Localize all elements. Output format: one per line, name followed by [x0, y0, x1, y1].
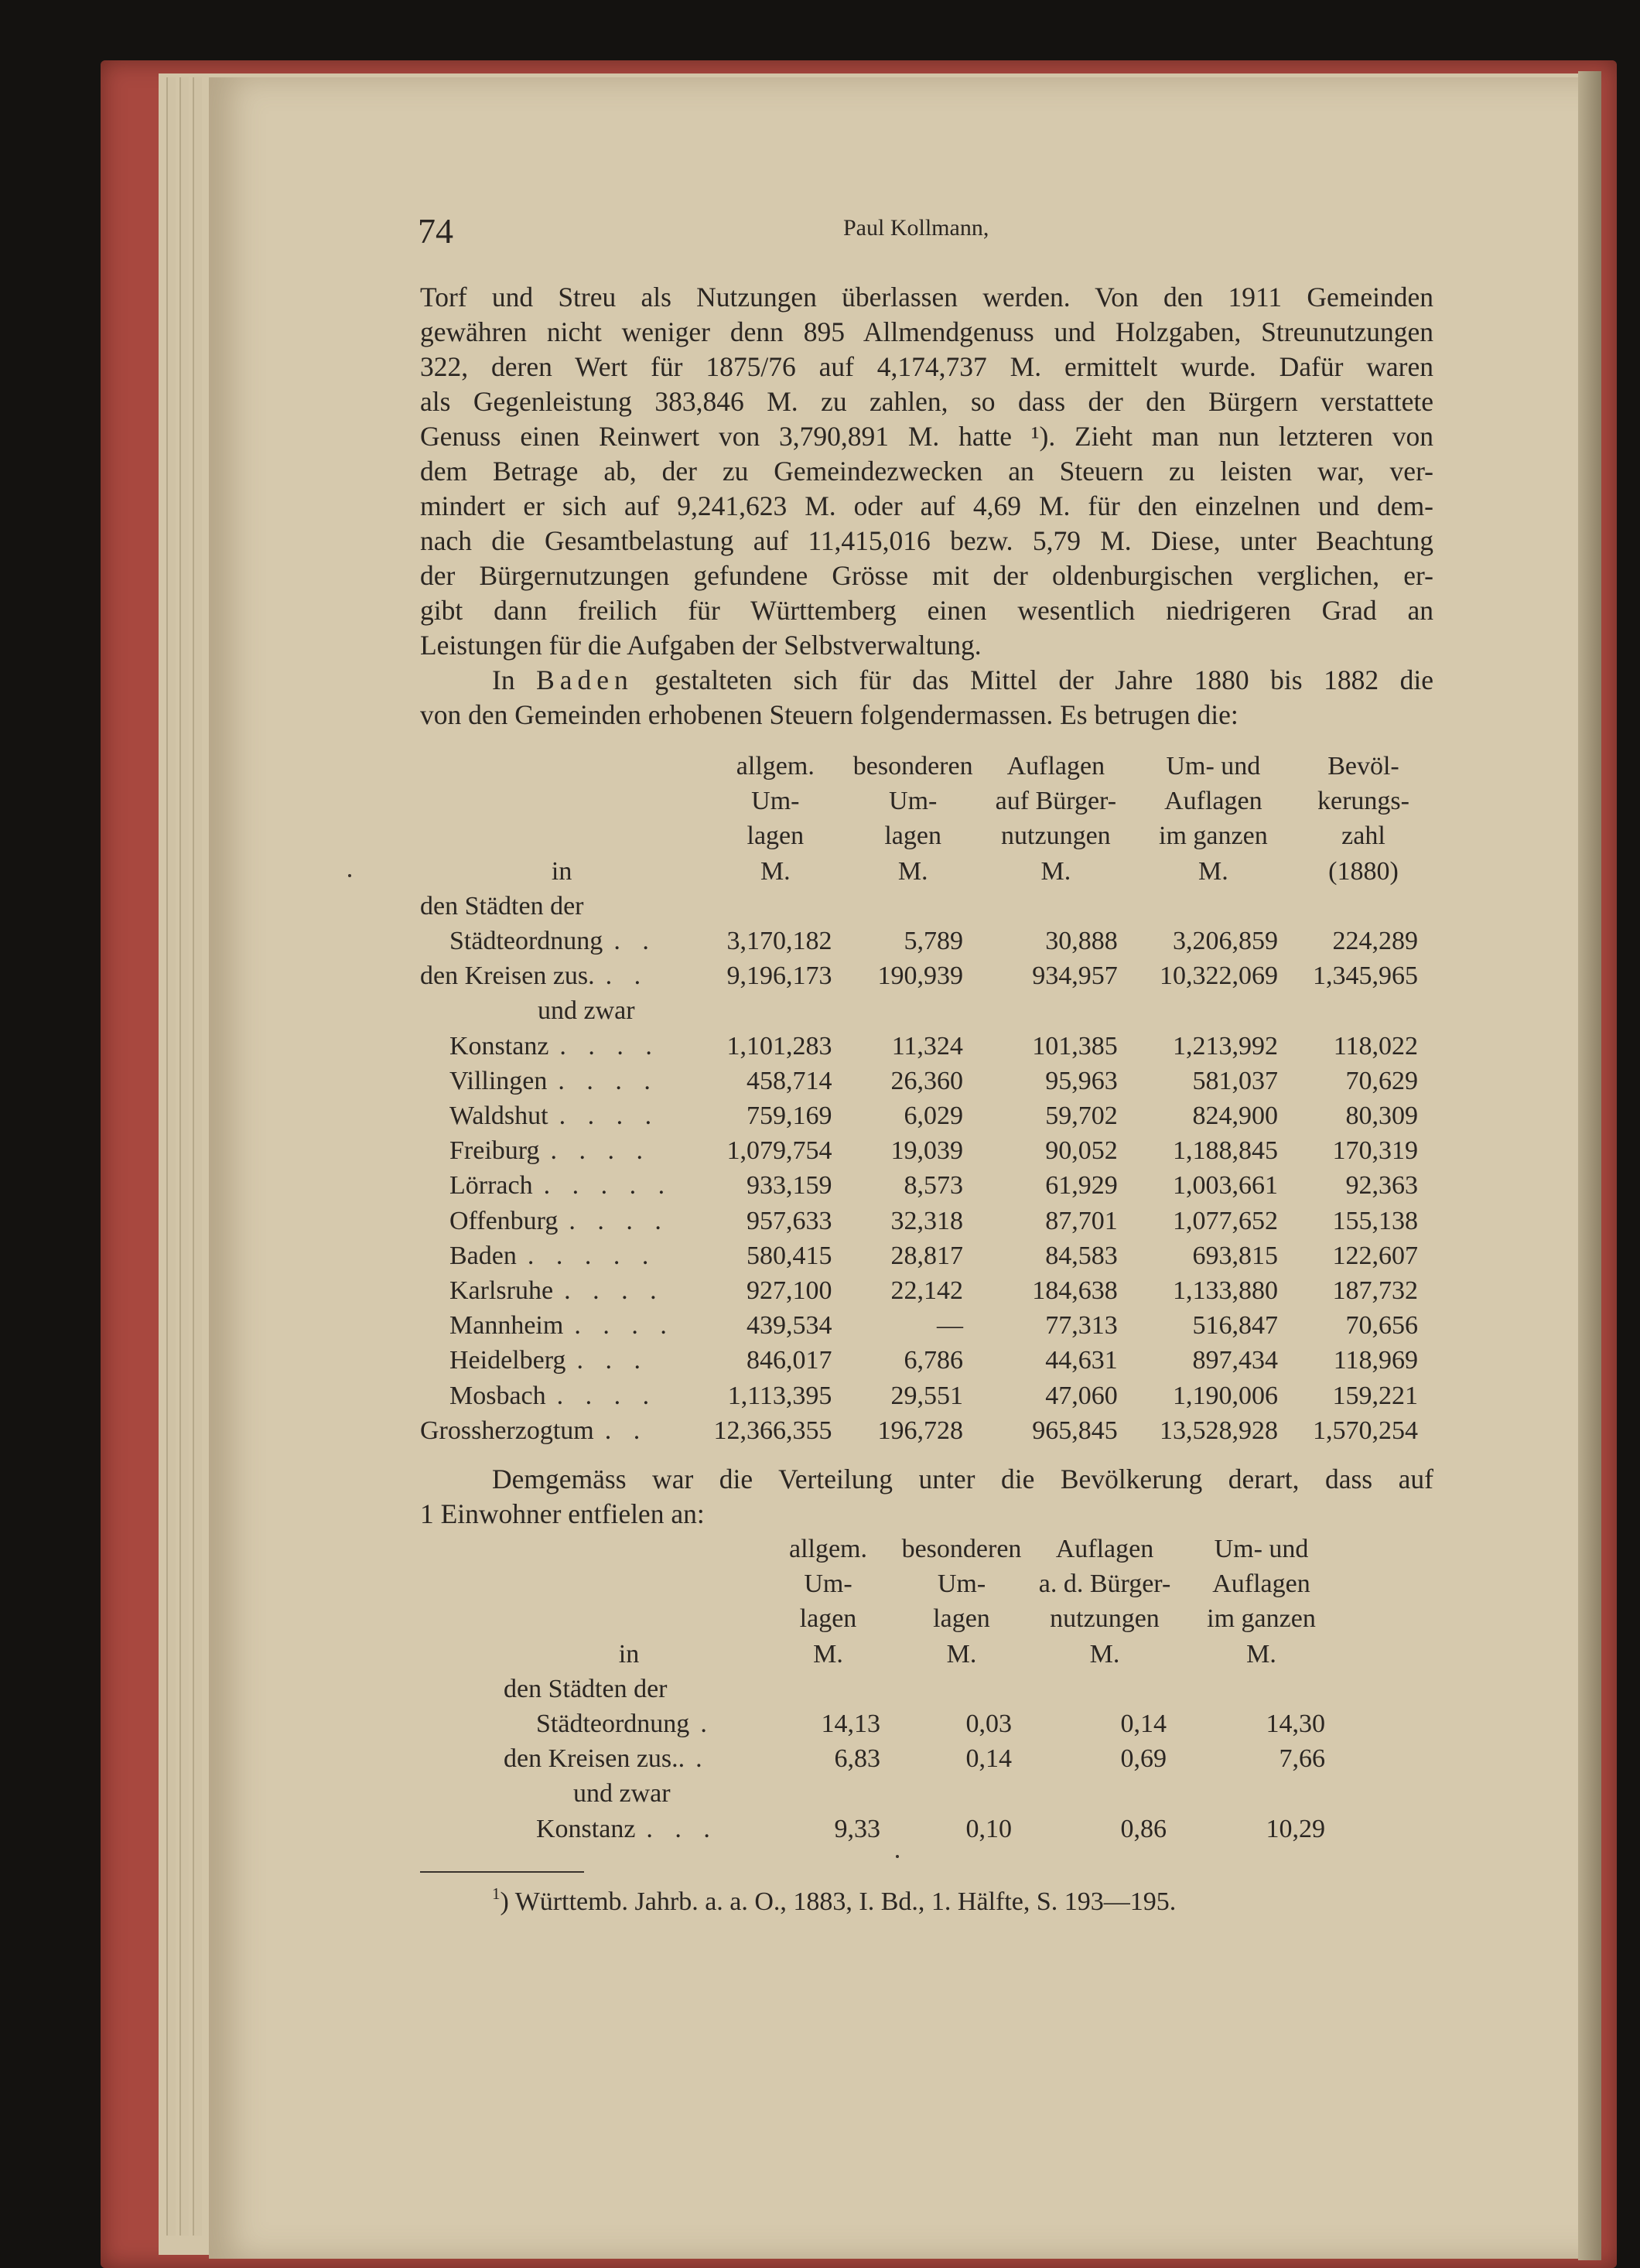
- column-header: lagen: [933, 1604, 990, 1634]
- value-cell: 14,13: [821, 1710, 880, 1739]
- leader-dots: . . . .: [574, 1311, 675, 1341]
- paragraph-3: [420, 1462, 1433, 1532]
- header-row: [420, 784, 1433, 818]
- value-cell: 6,83: [834, 1744, 880, 1774]
- value-cell: 1,570,254: [1313, 1416, 1418, 1445]
- column-header: Auflagen: [1212, 1569, 1310, 1599]
- column-header: im ganzen: [1207, 1604, 1316, 1634]
- value-cell: 29,551: [890, 1381, 963, 1410]
- value-cell: 70,629: [1345, 1066, 1418, 1095]
- column-header: Um- und: [1214, 1535, 1309, 1563]
- column-header: Um- und: [1166, 752, 1261, 780]
- row-label-cell: [420, 1378, 703, 1413]
- header-row: [497, 1601, 1341, 1636]
- value-cell: 0,10: [965, 1814, 1012, 1843]
- row-label: Baden: [449, 1241, 517, 1270]
- value-cell: [896, 1776, 1027, 1811]
- header-row: [497, 1637, 1341, 1672]
- column-header: zahl: [1341, 821, 1385, 851]
- value-cell: 0,14: [965, 1744, 1012, 1774]
- value-cell: 458,714: [746, 1066, 832, 1095]
- column-header: Um-: [751, 787, 800, 816]
- paragraph-1-line: gibt dann freilich für Württemberg einen wesentlich niedrigeren Grad an: [420, 595, 1433, 626]
- value-cell: 184,638: [1032, 1276, 1118, 1306]
- leader-dots: . .: [604, 1416, 648, 1445]
- paragraph-3-line: 1 Einwohner entfielen an:: [420, 1498, 705, 1529]
- column-header: M.: [946, 1639, 977, 1669]
- value-cell: 32,318: [890, 1206, 963, 1235]
- column-header: kerungs-: [1317, 787, 1409, 816]
- row-header-label: in: [551, 856, 572, 886]
- page-edge: [166, 77, 176, 2236]
- value-cell: [847, 889, 979, 924]
- column-header: M.: [813, 1639, 843, 1669]
- column-header: M.: [1040, 856, 1071, 886]
- leader-dots: . . .: [646, 1814, 718, 1843]
- value-cell: 70,656: [1345, 1311, 1418, 1341]
- value-cell: 95,963: [1045, 1066, 1118, 1095]
- row-label-cell: [420, 1064, 703, 1098]
- leader-dots: .: [700, 1710, 715, 1739]
- value-cell: 19,039: [890, 1136, 963, 1166]
- value-cell: 1,188,845: [1172, 1136, 1278, 1166]
- value-cell: [703, 993, 847, 1028]
- value-cell: 1,213,992: [1172, 1031, 1278, 1061]
- leader-dots: . . . . .: [543, 1171, 673, 1201]
- leader-dots: . . .: [576, 1346, 648, 1375]
- value-cell: 118,022: [1333, 1031, 1418, 1061]
- value-cell: 187,732: [1332, 1276, 1418, 1306]
- leader-dots: . .: [605, 962, 649, 991]
- row-label: und zwar: [573, 1779, 671, 1809]
- table-row: [497, 1776, 1341, 1811]
- leader-dots: . . . .: [569, 1206, 669, 1235]
- value-cell: 10,322,069: [1159, 962, 1278, 991]
- table-row: [420, 993, 1433, 1028]
- book-gutter: [1578, 71, 1601, 2260]
- column-header: nutzungen: [1050, 1604, 1160, 1634]
- paragraph-1-line: Torf und Streu als Nutzungen überlassen werden. Von den 1911 Gemeinden: [420, 282, 1433, 313]
- value-cell: [1182, 1776, 1341, 1811]
- column-header: Um-: [937, 1569, 986, 1599]
- row-label-cell: [420, 924, 703, 958]
- table-row: [420, 1133, 1433, 1168]
- value-cell: 1,077,652: [1172, 1206, 1278, 1235]
- value-cell: [1133, 889, 1293, 924]
- page-edge: [179, 77, 189, 2236]
- row-header-label: [420, 818, 703, 853]
- value-cell: 1,345,965: [1313, 962, 1418, 991]
- value-cell: 439,534: [746, 1311, 832, 1341]
- value-cell: 1,079,754: [726, 1136, 832, 1166]
- paragraph-1-line: 322, deren Wert für 1875/76 auf 4,174,737 M. ermittelt wurde. Dafür waren: [420, 351, 1433, 382]
- value-cell: 170,319: [1332, 1136, 1418, 1166]
- row-label-cell: [420, 1098, 703, 1133]
- paragraph-1-line: gewähren nicht weniger denn 895 Allmendgenuss und Holzgaben, Streunutzungen: [420, 316, 1433, 347]
- running-title: Paul Kollmann,: [843, 215, 989, 241]
- paragraph-1-line: nach die Gesamtbelastung auf 11,415,016 bezw. 5,79 M. Diese, unter Beachtung: [420, 525, 1433, 556]
- column-header: M.: [897, 856, 928, 886]
- column-header: lagen: [747, 821, 805, 851]
- paragraph-2: [420, 663, 1433, 733]
- paragraph-2-line-1-rest: gestalteten sich für das Mittel der Jahre 1880 bis 1882 die: [654, 664, 1434, 695]
- column-header: lagen: [799, 1604, 857, 1634]
- row-label: Grossherzogtum: [420, 1416, 594, 1445]
- table-row: [497, 1672, 1341, 1706]
- header-row: [497, 1566, 1341, 1601]
- table-row: [420, 924, 1433, 958]
- row-label-cell: [420, 1273, 703, 1308]
- header-row: [497, 1532, 1341, 1566]
- column-header: auf Bürger-: [995, 787, 1117, 816]
- value-cell: 759,169: [746, 1102, 832, 1131]
- value-cell: 9,33: [834, 1814, 880, 1843]
- value-cell: 1,113,395: [727, 1381, 832, 1410]
- value-cell: [1027, 1776, 1182, 1811]
- table-row: [497, 1812, 1341, 1846]
- header-row: [420, 818, 1433, 853]
- per-capita-table: [497, 1532, 1341, 1846]
- leader-dots: . . . .: [556, 1381, 658, 1410]
- value-cell: 12,366,355: [713, 1416, 832, 1445]
- value-cell: 92,363: [1345, 1171, 1418, 1201]
- column-header: a. d. Bürger-: [1038, 1569, 1171, 1599]
- table-row: [420, 1168, 1433, 1203]
- value-cell: [1133, 993, 1293, 1028]
- value-cell: [896, 1672, 1027, 1706]
- value-cell: 693,815: [1192, 1241, 1278, 1270]
- value-cell: [1293, 993, 1433, 1028]
- column-header: M.: [1246, 1639, 1276, 1669]
- row-label: Offenburg: [449, 1206, 559, 1235]
- value-cell: 846,017: [746, 1346, 832, 1375]
- row-label-cell: [420, 993, 703, 1028]
- row-label-cell: [497, 1672, 760, 1706]
- table-row: [420, 1378, 1433, 1413]
- leader-dots: . . . .: [550, 1136, 651, 1166]
- paragraph-1-line: Leistungen für die Aufgaben der Selbstverwaltung.: [420, 630, 982, 661]
- paragraph-1-line: mindert er sich auf 9,241,623 M. oder auf 4,69 M. für den einzelnen und dem-: [420, 490, 1433, 521]
- value-cell: 933,159: [746, 1171, 832, 1201]
- value-cell: [1182, 1672, 1341, 1706]
- value-cell: 14,30: [1266, 1710, 1325, 1739]
- column-header: Um-: [889, 787, 938, 816]
- value-cell: 897,434: [1192, 1346, 1278, 1375]
- row-label: den Städten der: [420, 891, 584, 921]
- row-label-cell: [420, 1238, 703, 1273]
- paragraph-2-prefix: In: [492, 664, 515, 695]
- table-row: [420, 1098, 1433, 1133]
- value-cell: 13,528,928: [1159, 1416, 1278, 1445]
- row-label: den Städten der: [504, 1674, 668, 1703]
- leader-dots: . . . .: [559, 1031, 660, 1061]
- column-header: im ganzen: [1159, 821, 1268, 851]
- footnote: [492, 1884, 1177, 1917]
- value-cell: 927,100: [746, 1276, 832, 1306]
- row-header-label: [497, 1566, 760, 1601]
- row-label-cell: [497, 1812, 760, 1846]
- row-label: Villingen: [449, 1066, 548, 1095]
- row-label: Freiburg: [449, 1136, 540, 1166]
- row-label: Karlsruhe: [449, 1276, 554, 1306]
- value-cell: 11,324: [891, 1031, 963, 1061]
- leader-dots: . . . . .: [527, 1241, 657, 1270]
- footnote-text: ) Württemb. Jahrb. a. a. O., 1883, I. Bd., 1. Hälfte, S. 193—195.: [500, 1887, 1177, 1916]
- value-cell: 6,786: [904, 1346, 963, 1375]
- paragraph-2-line-1: [420, 663, 1433, 698]
- row-label-cell: [420, 1133, 703, 1168]
- value-cell: 5,789: [904, 927, 963, 956]
- paragraph-1-line: als Gegenleistung 383,846 M. zu zahlen, so dass der den Bürgern verstattete: [420, 386, 1433, 417]
- table-row: [420, 1308, 1433, 1343]
- table-row: [420, 889, 1433, 924]
- row-label: Waldshut: [449, 1102, 548, 1131]
- row-header-label: [497, 1532, 760, 1566]
- row-header-label: [497, 1601, 760, 1636]
- table-row: [420, 1029, 1433, 1064]
- value-cell: 9,196,173: [726, 962, 832, 991]
- value-cell: 190,939: [877, 962, 963, 991]
- value-cell: [1027, 1672, 1182, 1706]
- value-cell: 26,360: [890, 1066, 963, 1095]
- value-cell: 10,29: [1266, 1814, 1325, 1843]
- leader-dots: . . . .: [564, 1276, 665, 1306]
- value-cell: 0,69: [1120, 1744, 1167, 1774]
- column-header: Auflagen: [1164, 787, 1262, 816]
- row-label-cell: [497, 1706, 760, 1741]
- row-label-cell: [420, 1204, 703, 1238]
- row-label-cell: [420, 1029, 703, 1064]
- column-header: allgem.: [788, 1535, 868, 1563]
- value-cell: 0,86: [1120, 1814, 1167, 1843]
- value-cell: 581,037: [1192, 1066, 1278, 1095]
- value-cell: 1,133,880: [1172, 1276, 1278, 1306]
- column-header: M.: [760, 856, 791, 886]
- value-cell: 118,969: [1333, 1346, 1418, 1375]
- value-cell: 61,929: [1045, 1171, 1118, 1201]
- table-row: [420, 1204, 1433, 1238]
- page-edge: [193, 77, 202, 2236]
- value-cell: 47,060: [1045, 1381, 1118, 1410]
- paragraph-3-line: Demgemäss war die Verteilung unter die Bevölkerung derart, dass auf: [492, 1464, 1433, 1494]
- row-header-label: in: [618, 1639, 640, 1669]
- value-cell: [979, 889, 1133, 924]
- value-cell: 0,03: [965, 1710, 1012, 1739]
- value-cell: 580,415: [746, 1241, 832, 1270]
- table-row: [420, 1343, 1433, 1378]
- value-cell: 224,289: [1332, 927, 1418, 956]
- value-cell: [760, 1776, 896, 1811]
- value-cell: 80,309: [1345, 1102, 1418, 1131]
- row-label: den Kreisen zus..: [504, 1744, 685, 1774]
- value-cell: 1,190,006: [1172, 1381, 1278, 1410]
- value-cell: 84,583: [1045, 1241, 1118, 1270]
- row-label: und zwar: [538, 996, 635, 1026]
- row-label: Heidelberg: [449, 1346, 566, 1375]
- column-header: Auflagen: [1055, 1535, 1154, 1563]
- paragraph-1-line: dem Betrage ab, der zu Gemeindezwecken an Steuern zu leisten war, ver-: [420, 456, 1433, 487]
- ink-speck: [896, 1855, 899, 1858]
- leader-dots: . . . .: [559, 1102, 660, 1131]
- row-label: Lörrach: [449, 1171, 533, 1201]
- column-header: Bevöl-: [1327, 752, 1399, 780]
- table-row: [497, 1741, 1341, 1776]
- value-cell: 516,847: [1192, 1311, 1278, 1341]
- value-cell: 90,052: [1045, 1136, 1118, 1166]
- column-header: nutzungen: [1001, 821, 1111, 851]
- row-label-cell: [420, 889, 703, 924]
- value-cell: 159,221: [1332, 1381, 1418, 1410]
- value-cell: 87,701: [1045, 1206, 1118, 1235]
- value-cell: [1293, 889, 1433, 924]
- value-cell: [847, 993, 979, 1028]
- row-label-cell: [497, 1776, 760, 1811]
- row-label: Städteordnung: [536, 1710, 690, 1739]
- value-cell: 22,142: [890, 1276, 963, 1306]
- column-header: (1880): [1328, 856, 1399, 886]
- leader-dots: . . . .: [558, 1066, 658, 1095]
- paragraph-1-line: Genuss einen Reinwert von 3,790,891 M. hatte ¹). Zieht man nun letzteren von: [420, 421, 1433, 452]
- row-label-cell: [420, 1413, 703, 1448]
- header-row: [420, 749, 1433, 784]
- footnote-rule: [420, 1871, 584, 1873]
- municipal-tax-table: [420, 749, 1433, 1448]
- row-label-cell: [420, 1343, 703, 1378]
- table-row: [420, 1238, 1433, 1273]
- column-header: allgem.: [736, 752, 815, 780]
- column-header: lagen: [884, 821, 941, 851]
- value-cell: 196,728: [877, 1416, 963, 1445]
- paragraph-1-line: der Bürgernutzungen gefundene Grösse mit der oldenburgischen verglichen, er-: [420, 560, 1433, 591]
- value-cell: 44,631: [1045, 1346, 1118, 1375]
- value-cell: 965,845: [1032, 1416, 1118, 1445]
- table-row: [420, 1413, 1433, 1448]
- table-row: [497, 1706, 1341, 1741]
- value-cell: 3,170,182: [726, 927, 832, 956]
- value-cell: 8,573: [904, 1171, 963, 1201]
- row-label-cell: [420, 1168, 703, 1203]
- table-row: [420, 1273, 1433, 1308]
- row-label: Mannheim: [449, 1311, 564, 1341]
- value-cell: 1,101,283: [726, 1031, 832, 1061]
- ink-speck: [348, 874, 351, 877]
- paragraph-2-spaced-word: Baden: [536, 664, 634, 695]
- paragraph-2-line-2: von den Gemeinden erhobenen Steuern folgendermassen. Es betrugen die:: [420, 699, 1239, 730]
- column-header: Um-: [804, 1569, 852, 1599]
- row-label: Konstanz: [449, 1031, 549, 1061]
- header-row: [420, 854, 1433, 889]
- value-cell: 155,138: [1332, 1206, 1418, 1235]
- value-cell: 6,029: [904, 1102, 963, 1131]
- value-cell: 28,817: [890, 1241, 963, 1270]
- value-cell: 122,607: [1332, 1241, 1418, 1270]
- column-header: M.: [1198, 856, 1228, 886]
- column-header: besonderen: [852, 752, 973, 780]
- value-cell: 30,888: [1045, 927, 1118, 956]
- value-cell: 824,900: [1192, 1102, 1278, 1131]
- row-header-label: [420, 784, 703, 818]
- leader-dots: .: [695, 1744, 710, 1774]
- column-header: Auflagen: [1006, 752, 1105, 780]
- row-header-label: [420, 749, 703, 784]
- page-number: 74: [418, 211, 453, 251]
- value-cell: 3,206,859: [1172, 927, 1278, 956]
- row-label: Städteordnung: [449, 927, 603, 956]
- value-cell: 7,66: [1279, 1744, 1325, 1774]
- row-label: Konstanz: [536, 1814, 636, 1843]
- column-header: M.: [1089, 1639, 1120, 1669]
- row-label-cell: [497, 1741, 760, 1776]
- row-label-cell: [420, 1308, 703, 1343]
- value-cell: 1,003,661: [1172, 1171, 1278, 1201]
- value-cell: 59,702: [1045, 1102, 1118, 1131]
- row-label: Mosbach: [449, 1381, 546, 1410]
- leader-dots: . .: [613, 927, 657, 956]
- value-cell: [703, 889, 847, 924]
- value-cell: 77,313: [1045, 1311, 1118, 1341]
- value-cell: 957,633: [746, 1206, 832, 1235]
- value-cell: 934,957: [1032, 962, 1118, 991]
- row-label-cell: [420, 958, 703, 993]
- value-cell: [979, 993, 1133, 1028]
- value-cell: 101,385: [1032, 1031, 1118, 1061]
- footnote-marker: 1: [492, 1884, 501, 1903]
- value-cell: [760, 1672, 896, 1706]
- table-row: [420, 1064, 1433, 1098]
- column-header: besonderen: [901, 1535, 1022, 1563]
- paragraph-1: [420, 280, 1433, 663]
- table-row: [420, 958, 1433, 993]
- value-cell: 0,14: [1120, 1710, 1167, 1739]
- row-label: den Kreisen zus.: [420, 962, 595, 991]
- value-cell: —: [936, 1311, 963, 1341]
